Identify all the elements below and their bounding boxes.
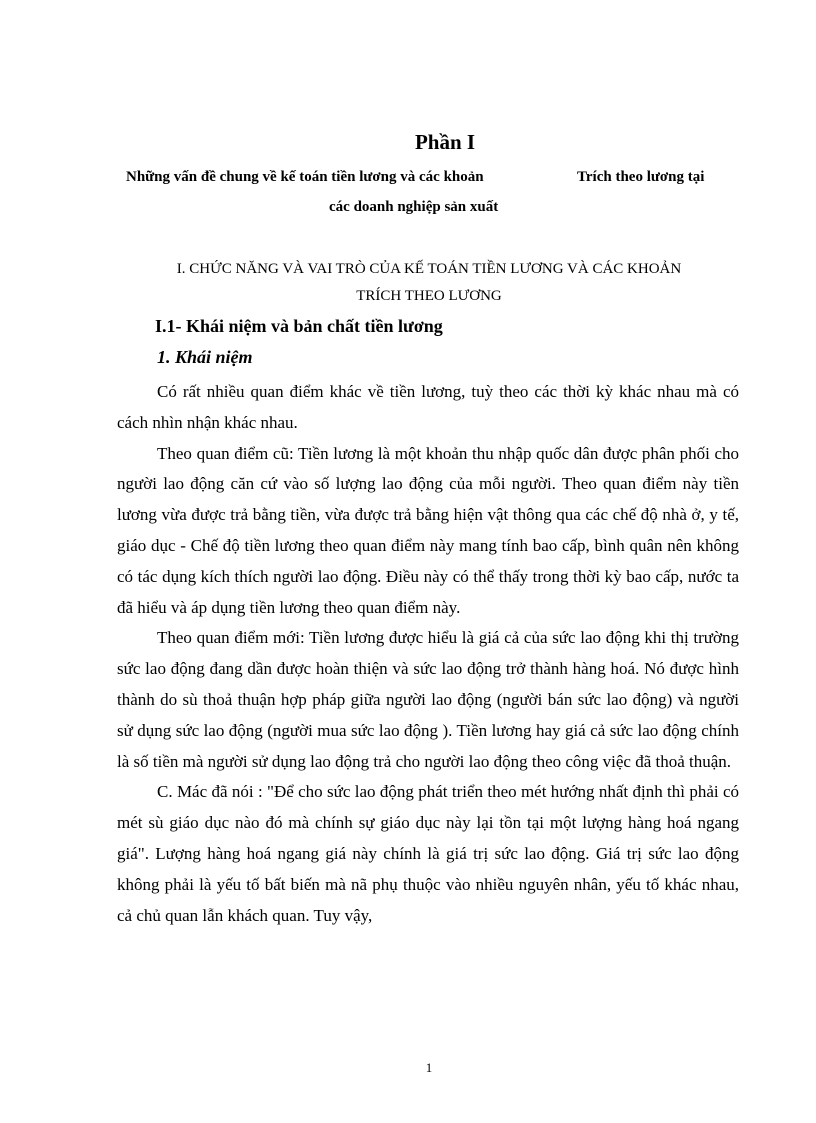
section-heading-line-1: I. CHỨC NĂNG VÀ VAI TRÒ CỦA KẾ TOÁN TIỀN LƯƠNG VÀ CÁC KHOẢN [176,261,682,277]
subsection-heading: I.1- Khái niệm và bản chất tiền lương [155,316,443,336]
subsubsection-heading: 1. Khái niệm [157,347,253,367]
paragraph: Theo quan điểm cũ: Tiền lương là một khoản thu nhập quốc dân được phân phối cho người lao động căn cứ vào số lượng lao động của mỗi người. Theo quan điểm này tiền lương vừa được trả bằng tiền, vừa được trả bằng hiện vật thông qua các chế độ nhà ở, y tế, giáo dục - Chế độ tiền lương theo quan điểm này mang tính bao cấp, bình quân nên không có tác dụng kích thích người lao động. Điều này có thể thấy trong thời kỳ bao cấp, nước ta đã hiểu và áp dụng tiền lương theo quan điểm này. [117,443,739,617]
subtitle-line-2: các doanh nghiệp sản xuất [329,199,499,215]
section-heading-line-2: TRÍCH THEO LƯƠNG [356,288,502,304]
page-number: 1 [425,1060,433,1075]
subtitle-line-1-left: Những vấn đề chung về kế toán tiền lương và các khoản [126,169,484,185]
paragraph: C. Mác đã nói : "Để cho sức lao động phát triển theo mét hướng nhất định thì phải có mét sù giáo dục nào đó mà chính sự giáo dục này lại tồn tại một lượng hàng hoá ngang giá". Lượng hàng hoá ngang giá này chính là giá trị sức lao động. Giá trị sức lao động không phải là yếu tố bất biến mà nã phụ thuộc vào nhiều nguyên nhân, yếu tố khác nhau, cả chủ quan lẫn khách quan. Tuy vậy, [117,782,739,925]
subtitle-line-1-right: Trích theo lương tại [577,169,705,185]
body-text [117,377,739,931]
paragraph: Theo quan điểm mới: Tiền lương được hiểu là giá cả của sức lao động khi thị trường sức lao động đang dần được hoàn thiện và sức lao động trở thành hàng hoá. Nó được hình thành do sù thoả thuận hợp pháp giữa người lao động (người bán sức lao động) và người sử dụng sức lao động (người mua sức lao động ). Tiền lương hay giá cả sức lao động chính là số tiền mà người sử dụng lao động trả cho người lao động theo công việc đã thoả thuận. [117,628,739,771]
paragraph: Có rất nhiều quan điểm khác về tiền lương, tuỳ theo các thời kỳ khác nhau mà có cách nhìn nhận khác nhau. [117,382,739,432]
part-title: Phần I [414,130,476,154]
